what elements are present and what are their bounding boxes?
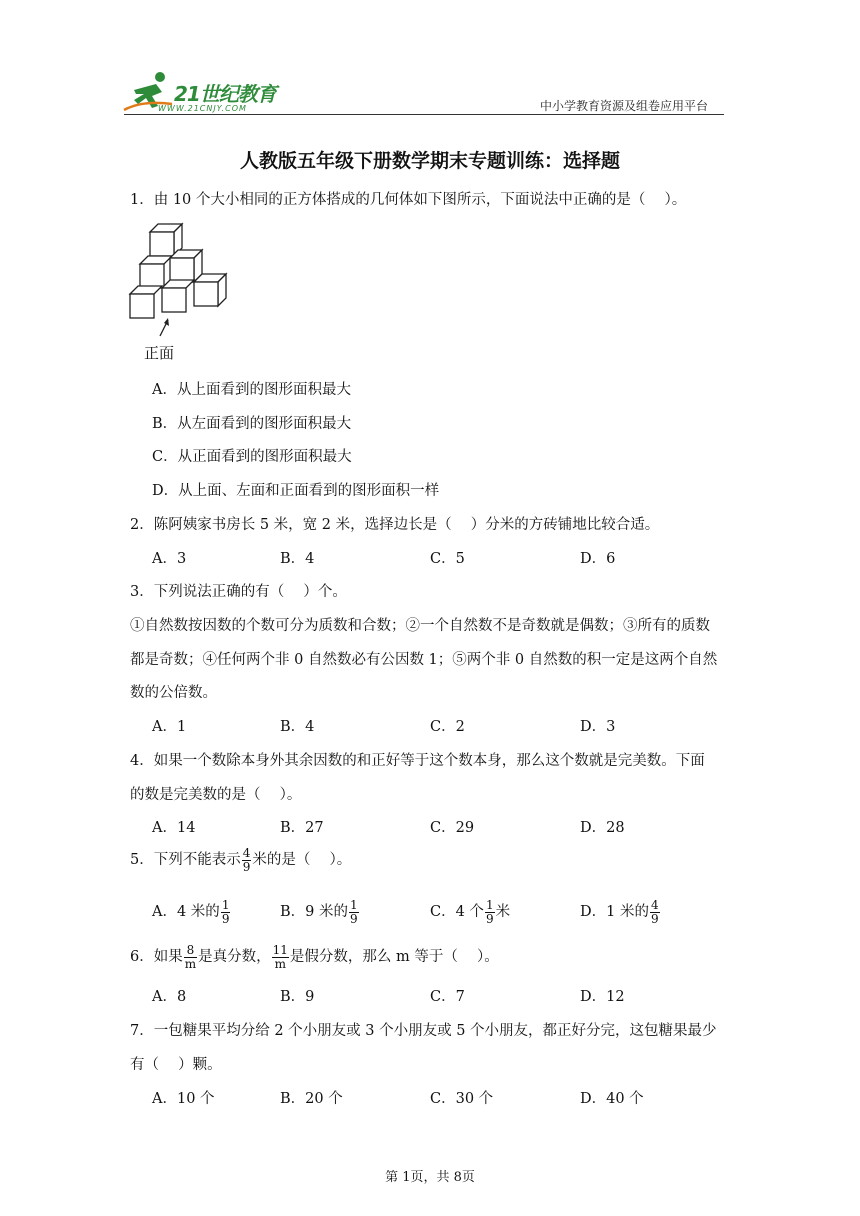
q3-body-line-1: ①自然数按因数的个数可分为质数和合数；②一个自然数不是奇数就是偶数；③所有的质数 — [130, 618, 710, 634]
question-5: 5．下列不能表示 $\frac{4}{9}$ 米的是（ ）。 — [130, 845, 352, 874]
question-7-line-2: 有（ ）颗。 — [130, 1057, 222, 1073]
question-4-line-1: 4．如果一个数除本身外其余因数的和正好等于这个数本身，那么这个数就是完美数。下面 — [130, 753, 705, 769]
q6-option-a[interactable]: A．8 — [152, 989, 187, 1005]
q2-option-c[interactable]: C．5 — [430, 551, 465, 567]
fraction: $\frac{4}{9}$ — [242, 845, 251, 874]
q3-body-line-3: 数的公倍数。 — [130, 685, 217, 701]
q6-option-b[interactable]: B．9 — [280, 989, 315, 1005]
q6-option-d[interactable]: D．12 — [580, 989, 625, 1005]
header-right-text: 中小学教育资源及组卷应用平台 — [540, 99, 709, 113]
header-logo — [122, 70, 292, 114]
q2-option-d[interactable]: D．6 — [580, 551, 616, 567]
q3-option-b[interactable]: B．4 — [280, 719, 315, 735]
question-6: 6．如果 $\frac{8}{m}$ 是真分数， $\frac{11}{m}$ 是假分数，那么 m 等于（ ）。 — [130, 942, 499, 971]
q2-option-b[interactable]: B．4 — [280, 551, 315, 567]
header-divider — [124, 114, 724, 115]
q2-option-a[interactable]: A．3 — [152, 551, 187, 567]
q3-body-line-2: 都是奇数；④任何两个非 0 自然数必有公因数 1；⑤两个非 0 自然数的积一定是这两个自然 — [130, 652, 718, 668]
q4-option-d[interactable]: D．28 — [580, 820, 625, 836]
question-7-line-1: 7．一包糖果平均分给 2 个小朋友或 3 个小朋友或 5 个小朋友，都正好分完，这包糖果最少 — [130, 1023, 717, 1039]
q3-option-c[interactable]: C．2 — [430, 719, 465, 735]
q1-option-a[interactable]: A．从上面看到的图形面积最大 — [152, 382, 351, 398]
q7-option-c[interactable]: C．30 个 — [430, 1091, 494, 1107]
q6-option-c[interactable]: C．7 — [430, 989, 465, 1005]
q5-option-b[interactable]: B．9 米的 $\frac{1}{9}$ — [280, 897, 358, 926]
q5-option-d[interactable]: D．1 米的 $\frac{4}{9}$ — [580, 897, 659, 926]
figure-label: 正面 — [144, 344, 175, 362]
page-title: 人教版五年级下册数学期末专题训练：选择题 — [239, 150, 620, 172]
q4-option-a[interactable]: A．14 — [152, 820, 196, 836]
q4-option-c[interactable]: C．29 — [430, 820, 475, 836]
question-3: 3．下列说法正确的有（ ）个。 — [130, 584, 347, 600]
q4-option-b[interactable]: B．27 — [280, 820, 324, 836]
q7-option-b[interactable]: B．20 个 — [280, 1091, 343, 1107]
q1-option-b[interactable]: B．从左面看到的图形面积最大 — [152, 416, 352, 432]
page-footer: 第 1页，共 8页 — [385, 1170, 475, 1185]
question-1: 1．由 10 个大小相同的正方体搭成的几何体如下图所示，下面说法中正确的是（ ）。 — [130, 192, 687, 208]
q5-option-a[interactable]: A．4 米的 $\frac{1}{9}$ — [152, 897, 230, 926]
cube-figure — [128, 222, 238, 342]
q3-option-a[interactable]: A．1 — [152, 719, 187, 735]
question-4-line-2: 的数是完美数的是（ ）。 — [130, 787, 302, 803]
logo-url: WWW.21CNJY.COM — [158, 104, 247, 113]
logo-text: 21世纪教育 — [174, 82, 276, 106]
q1-option-d[interactable]: D．从上面、左面和正面看到的图形面积一样 — [152, 483, 440, 499]
question-2: 2．陈阿姨家书房长 5 米，宽 2 米，选择边长是（ ）分米的方砖铺地比较合适。 — [130, 517, 660, 533]
q7-option-a[interactable]: A．10 个 — [152, 1091, 215, 1107]
q5-option-c[interactable]: C．4 个 $\frac{1}{9}$ 米 — [430, 897, 511, 926]
q7-option-d[interactable]: D．40 个 — [580, 1091, 644, 1107]
q3-option-d[interactable]: D．3 — [580, 719, 616, 735]
q1-option-c[interactable]: C．从正面看到的图形面积最大 — [152, 449, 352, 465]
